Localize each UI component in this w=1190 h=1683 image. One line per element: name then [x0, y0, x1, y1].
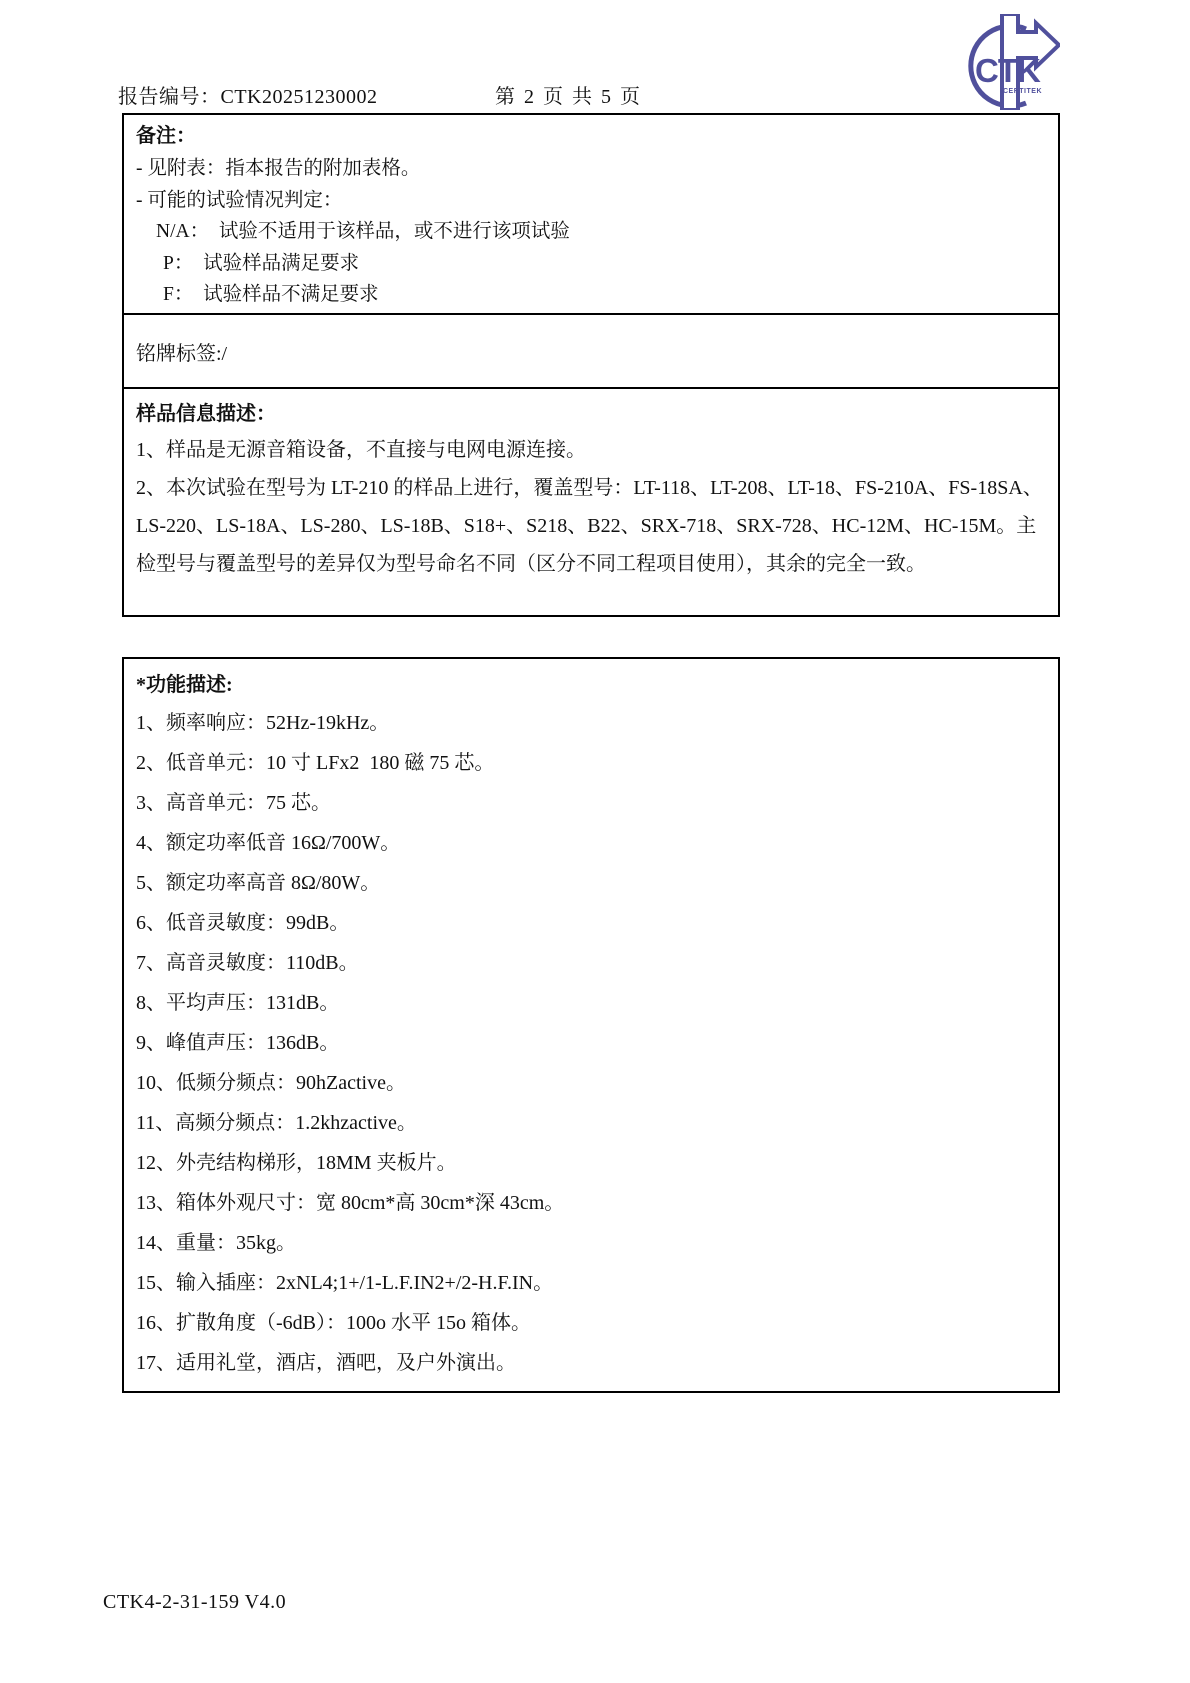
page-indicator: 第 2 页 共 5 页 [495, 86, 642, 108]
nameplate-section: 铭牌标签:/ [124, 313, 1058, 387]
function-description-table [122, 657, 1060, 1393]
ctk-logo-graphic [960, 14, 1060, 110]
note-line: - 见附表：指本报告的附加表格。 [136, 158, 421, 179]
remarks-table [122, 113, 1060, 617]
function-item: 1、频率响应：52Hz-19kHz。 [136, 712, 390, 734]
function-item: 8、平均声压：131dB。 [136, 992, 340, 1014]
function-item: 14、重量：35kg。 [136, 1232, 296, 1254]
sample-info-paragraph: 2、本次试验在型号为 LT-210 的样品上进行，覆盖型号：LT-118、LT-208、LT-18、FS-210A、FS-18SA、LS-220、LS-18A、LS-280、LS-18B、S18+、S218、B22、SRX-718、SRX-728、HC-12M、HC-15M。主检型号与覆盖型号的差异仅为型号命名不同（区分不同工程项目使用），其余的完全一致。 [136, 477, 1043, 575]
logo-text: CTK [975, 52, 1040, 89]
document-code: CTK4-2-31-159 V4.0 [103, 1591, 287, 1613]
function-item: 5、额定功率高音 8Ω/80W。 [136, 872, 381, 894]
function-item: 16、扩散角度（-6dB）：100o 水平 15o 箱体。 [136, 1312, 531, 1334]
function-item: 4、额定功率低音 16Ω/700W。 [136, 832, 401, 854]
report-number: 报告编号：CTK20251230002 [118, 86, 378, 108]
function-description-title: *功能描述: [136, 674, 233, 696]
notes-section [124, 115, 1058, 313]
note-line-na: N/A： 试验不适用于该样品，或不进行该项试验 [156, 221, 570, 242]
note-line-p: P： 试验样品满足要求 [163, 252, 360, 274]
ctk-logo [960, 14, 1060, 110]
function-item: 12、外壳结构梯形，18MM 夹板片。 [136, 1152, 457, 1174]
note-line-f: F： 试验样品不满足要求 [163, 284, 379, 305]
function-item: 2、低音单元：10 寸 LFx2 180 磁 75 芯。 [136, 752, 495, 774]
function-item: 13、箱体外观尺寸：宽 80cm*高 30cm*深 43cm。 [136, 1192, 565, 1214]
sample-info-paragraph: 1、样品是无源音箱设备，不直接与电网电源连接。 [136, 439, 586, 461]
sample-info-section [124, 387, 1058, 611]
function-item: 3、高音单元：75 芯。 [136, 792, 331, 814]
function-item: 11、高频分频点：1.2khzactive。 [136, 1112, 417, 1134]
function-item: 6、低音灵敏度：99dB。 [136, 912, 350, 934]
notes-title: 备注： [136, 125, 196, 147]
function-item: 9、峰值声压：136dB。 [136, 1032, 340, 1054]
sample-info-title: 样品信息描述： [136, 403, 276, 425]
function-item: 17、适用礼堂，酒店，酒吧，及户外演出。 [136, 1352, 516, 1374]
function-item: 7、高音灵敏度：110dB。 [136, 952, 359, 974]
function-item: 10、低频分频点：90hZactive。 [136, 1072, 406, 1094]
logo-subtext: CERTITEK [1003, 88, 1042, 95]
function-item: 15、输入插座：2xNL4;1+/1-L.F.IN2+/2-H.F.IN。 [136, 1272, 554, 1294]
note-line: - 可能的试验情况判定： [136, 189, 343, 211]
